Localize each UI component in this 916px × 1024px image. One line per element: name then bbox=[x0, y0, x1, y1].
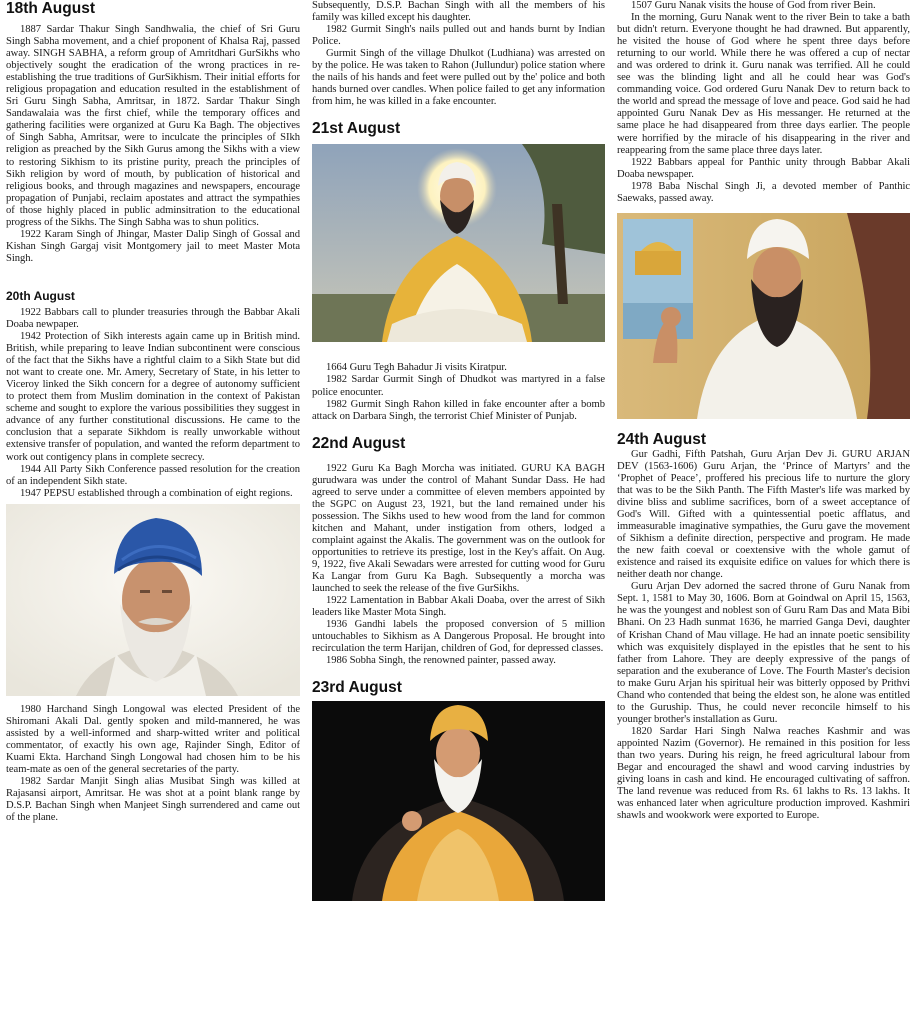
entry-21-1664: 1664 Guru Tegh Bahadur Ji visits Kiratpur. bbox=[326, 362, 507, 374]
entry-18-1922: 1922 Karam Singh of Jhingar, Master Dalip Singh of Gossal and Kishan Singh Gargaj visit Montgomery jail to meet Master Mota Singh. bbox=[6, 228, 300, 264]
entry-24-guru-arjan: Gur Gadhi, Fifth Patshah, Guru Arjan Dev Ji. GURU ARJAN DEV (1563-1606) Guru Arjan, the ‘Prince of Martyrs’ and the ‘Prophet of Peace’, proffered his precious life to nurture the glory that was to be the Sikh Panth. The Fifth Master's life was marked by divine bliss and sublime sacrifices, born of a sweet acceptance of God's Will. Gifted with a quintessential poetic afflatus, and immeasurable imaginative sympathies, the Guru gave the movement of Sikhism a definite direction, perspective and program. He made the new faith coeval or coextensive with the whole gamut of existence and raised its exquisite edifice on values for which there is neither death nor change. bbox=[617, 448, 910, 581]
entry-20-1942: 1942 Protection of Sikh interests again came up in British mind. British, while preparing to leave Indian subcontinent were conscious of the fact that the Sikhs have a rightful claim to a Sikh State but did not want to create one. Mr. Amery, Secretary of State, in his letter to Viceroy linked the Sikh concern for a degree of autonomy sufficient to protect them from Muslim domination in the context of Pakistan scheme and sought to explore the various possibilities they suggest in advance of any further constitutional discussions. He came to the conclusion that a separate Sikhdom is really unworkable without extensive transfer of population, and wanted the reform department to work out contigency plans in complete secrecy. bbox=[6, 331, 300, 463]
entry-24-throne: Guru Arjan Dev adorned the sacred throne of Guru Nanak from Sept. 1, 1581 to May 30, 1606. Born at Goindwal on April 15, 1563, he was the youngest and noblest son of Guru Ram Das and Mata Bibi Bhani. On 23 Hadh sunmat 1636, he married Ganga Devi, daughter of Krishan Chand of Mau village. He had an innate poetic sensibility which was exquisitely displayed in the epistles that he sent to his father from Lahore. They are deeply expressive of the pangs of separation and the exuberance of Love. The Fourth Master's decision to make Guru Arjan his spiritual heir was bitterly opposed by Prithvi Chand who contended that being the eldest son, he alone was entitled to the Guruship. Thus, he could never reconcile himself to his younger brother's installation as Guru. bbox=[617, 581, 910, 725]
entry-22-1986: 1986 Sobha Singh, the renowned painter, passed away. bbox=[326, 655, 556, 667]
painting-guru-nanak-image bbox=[312, 701, 605, 901]
portrait-longowal-image bbox=[6, 504, 300, 696]
column-2 bbox=[312, 0, 605, 1024]
entry-23-1922: 1922 Babbars appeal for Panthic unity through Babbar Akali Doaba newspaper. bbox=[617, 156, 910, 180]
entry-21-1982-rahon: 1982 Gurmit Singh Rahon killed in fake encounter after a bomb attack on Darbara Singh, the terrorist Chief Minister of Punjab. bbox=[312, 398, 605, 422]
entry-20-1982-nails: 1982 Gurmit Singh's nails pulled out and hands burnt by Indian Police. bbox=[312, 24, 605, 48]
entry-22-1936: 1936 Gandhi labels the proposed conversion of 5 million untouchables to Sikhism as A Dangerous Proposal. He brought into recirculation the term Harijan, children of God, for depressed classes. bbox=[312, 619, 605, 655]
painting-guru-arjan-dev-image bbox=[617, 213, 910, 419]
entry-23-1978: 1978 Baba Nischal Singh Ji, a devoted member of Panthic Saewaks, passed away. bbox=[617, 180, 910, 204]
entry-22-1922-lamentation: 1922 Lamentation in Babbar Akali Doaba, over the arrest of Sikh leaders like Master Mota Singh. bbox=[312, 595, 605, 619]
entry-20-gurmit-singh: Gurmit Singh of the village Dhulkot (Ludhiana) was arrested on by the police. He was taken to Rahon (Jullundur) police station where the nails of his hands and feet were pulled out by the' police and both hands burned over candles. When police failed to get any information from him, he was killed in a fake encounter. bbox=[312, 48, 605, 108]
entry-23-bein-story: In the morning, Guru Nanak went to the river Bein to take a bath but didn't return. Everyone thought he had drawned. But apparently, he visited the house of God where he spent three days before returning to our world. While there he was offered a cup of nectar and was ordered to drink it. Guru nanak was terrified. All he could see was the blinding light and all he could hear was God's commanding voice. God ordered Guru Nanak Dev to return back to the world and spread the message of love and peace. God said he had appointed Guru Nanak Dev as His messanger. He returned at the same place he had disappeared from three days earlier. The people were horrified by the miracle of his disappearing in the river and reappearing from the same place three days later. bbox=[617, 12, 910, 156]
entry-18-1887: 1887 Sardar Thakur Singh Sandhwalia, the chief of Sri Guru Singh Sabha movement, and a chief proponent of Khalsa Raj, passed away. SINGH SABHA, a reform group of Amritdhari GurSikhs who objectively sought the eradication of the wrong practices in re-establishing the true traditions of GurSikhism. Their initial efforts for religious propagation and education resulted in the establishment of Sri Guru Singh Sabha, Amritsar, in 1872. Sardar Thakur Singh Sandawalaia was the first chief, while the temporary offices and gathering facilities were organized at Guru Ka Bagh. The objectives of Singh Sabha, Amritsar, were to inculcate the principles of SIkh religion as preached by the Sikh Gurus among the Sikhs with a view to restoring Sikhism to its pristine purity, preach the principles of Sikh religion by word of mouth, by publication of historical and religious books, and through magazines and newspapers, encourage propagation of Punjabi, reclaim apostates and attract the sympathies of those highly placed in public adminsitration to the educational progress of the Sikhs. The Singh Sabha was to shun politics. bbox=[6, 24, 300, 228]
heading-21st-august: 21st August bbox=[312, 120, 401, 138]
painting-guru-tegh-bahadur-image bbox=[312, 144, 605, 342]
entry-22-1922-morcha: 1922 Guru Ka Bagh Morcha was initiated. GURU KA BAGH gurudwara was under the control of Mahant Sundar Dass. He had agreed to serve under a committee of eleven members appointed by the SGPC on August 23, 1921, but the land remained under his possession. The Sikhs used to hew wood from the land for common kitchen and Mahant, under instigation from others, lodged a complaint against the Akalis. The government was on the outlook for opportunities to retrieve its prestige, lost in the Key's affait. On Aug. 9, 1922, five Akali Sewadars were arrested for cutting wood for Guru Ka Langar from Guru Ka Bagh. Subsequently a morcha was launched to seek the release of the five GurSikhs. bbox=[312, 462, 605, 595]
entry-24-1820: 1820 Sardar Hari Singh Nalwa reaches Kashmir and was appointed Nazim (Governor). He remained in this position for less than two years. During his reign, he freed agricultural labour from Begar and encouraged the shawl and wood carving industries by giving loans in cash and kind. He encouraged cultivating of saffron. The land revenue was reduced from Rs. 61 lakhs to Rs. 13 lakhs. It was enhanced later when agriculture production improved. Kashmiri shawls and wookwork were exported to Europe. bbox=[617, 725, 910, 822]
heading-24th-august: 24th August bbox=[617, 430, 706, 448]
heading-23rd-august: 23rd August bbox=[312, 679, 402, 697]
entry-20-1980: 1980 Harchand Singh Longowal was elected President of the Shiromani Akali Dal. gently spoken and mild-mannered, he was assisted by a well-informed and sharp-witted writer and political commentator, of exactly his own age, Rajinder Singh, Editor of Kuami Ekta. Harchand Singh Longowal had chosen him to be his team-mate as oen of the general secretaries of the party. bbox=[6, 703, 300, 775]
heading-22nd-august: 22nd August bbox=[312, 434, 406, 452]
entry-20-continued: Subsequently, D.S.P. Bachan Singh with all the members of his family was killed except his daughter. bbox=[312, 0, 605, 24]
column-3 bbox=[617, 0, 910, 1024]
column-1 bbox=[6, 0, 300, 1024]
heading-18th-august: 18th August bbox=[6, 0, 95, 17]
entry-20-1944: 1944 All Party Sikh Conference passed resolution for the creation of an independent Sikh state. bbox=[6, 463, 300, 487]
entry-21-1982-dhudkot: 1982 Sardar Gurmit Singh of Dhudkot was martyred in a false police enocunter. bbox=[312, 374, 605, 398]
entry-20-1947: 1947 PEPSU established through a combination of eight regions. bbox=[20, 487, 293, 499]
entry-20-1922: 1922 Babbars call to plunder treasuries through the Babbar Akali Doaba newpaper. bbox=[6, 306, 300, 330]
entry-23-1507: 1507 Guru Nanak visits the house of God from river Bein. bbox=[631, 0, 876, 11]
entry-20-1982: 1982 Sardar Manjit Singh alias Musibat Singh was killed at Rajasansi airport, Amritsar. He was shot at a point blank range by D.S.P. Bachan Singh when Manjeet Singh surrendered and came out of the plane. bbox=[6, 775, 300, 824]
heading-20th-august: 20th August bbox=[6, 288, 75, 303]
